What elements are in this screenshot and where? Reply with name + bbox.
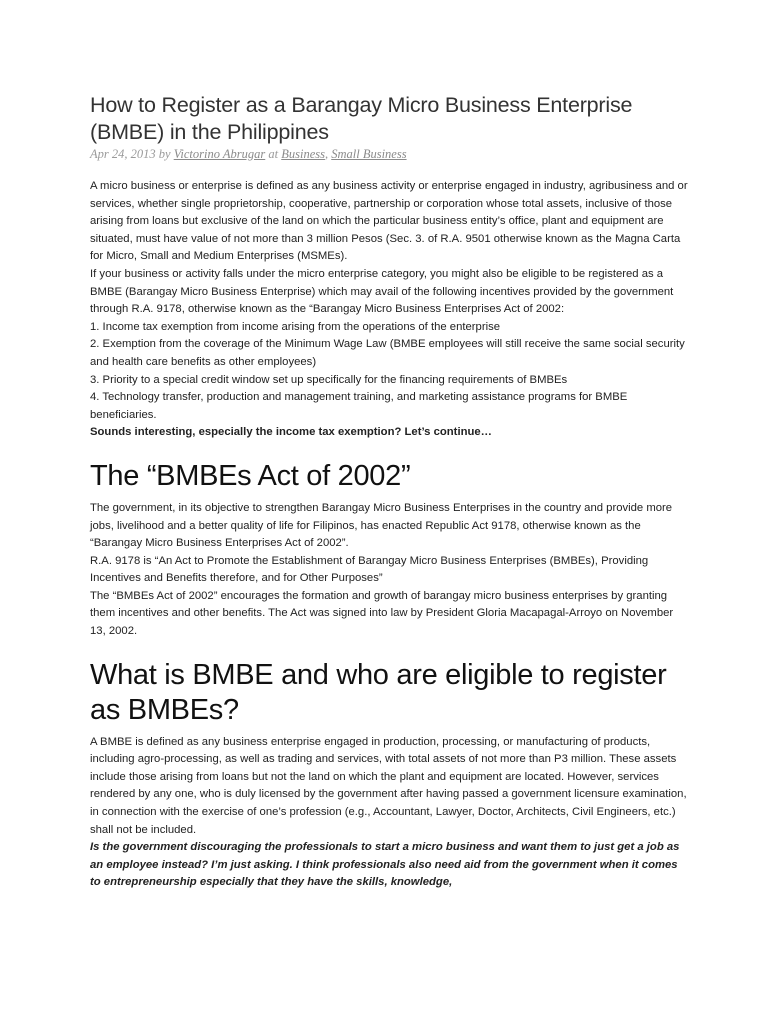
incentive-item: 3. Priority to a special credit window set up specifically for the financing requirements of BMBEs bbox=[90, 373, 568, 386]
section-heading-bmbes-act: The “BMBEs Act of 2002” bbox=[90, 459, 411, 492]
category-link-small-business[interactable]: Small Business bbox=[331, 147, 407, 161]
incentive-item: 2. Exemption from the coverage of the Minimum Wage Law (BMBE employees will still receive the same social security and health care benefits as other employees) bbox=[90, 338, 685, 368]
section-paragraph: The “BMBEs Act of 2002” encourages the formation and growth of barangay micro business enterprises by granting them incentives and other benefits. The Act was signed into law by President Gloria Macapagal-Arroyo on November 13, 2002. bbox=[90, 589, 674, 638]
category-link-business[interactable]: Business bbox=[281, 147, 325, 161]
intro-paragraph: If your business or activity falls under the micro enterprise category, you might also be eligible to be registered as a BMBE (Barangay Micro Business Enterprise) which may avail of the following incentives provided by the government through R.A. 9178, otherwise known as the “Barangay Micro Business Enterprises Act of 2002: bbox=[90, 267, 674, 316]
at-word: at bbox=[268, 147, 279, 161]
intro-paragraph: A micro business or enterprise is defined as any business activity or enterprise engaged in industry, agribusiness and or services, whether single proprietorship, cooperative, partnership or corporation whose total assets, inclusive of those arising from loans but exclusive of the land on which the particular business entity’s office, plant and equipment are situated, must have value of not more than 3 million Pesos (Sec. 3. of R.A. 9501 otherwise known as the Magna Carta for Micro, Small and Medium Enterprises (MSMEs). bbox=[90, 180, 688, 263]
section-heading-eligibility: What is BMBE and who are eligible to register as BMBEs? bbox=[90, 658, 667, 726]
incentive-item: 4. Technology transfer, production and management training, and marketing assistance programs for BMBE beneficiaries. bbox=[90, 391, 628, 421]
section-paragraph: R.A. 9178 is “An Act to Promote the Establishment of Barangay Micro Business Enterprises (BMBEs), Providing Incentives and Benefits therefore, and for Other Purposes” bbox=[90, 554, 649, 585]
intro-bold-note: Sounds interesting, especially the income tax exemption? Let’s continue… bbox=[90, 426, 492, 439]
author-link[interactable]: Victorino Abrugar bbox=[173, 147, 266, 161]
incentive-item: 1. Income tax exemption from income arising from the operations of the enterprise bbox=[90, 320, 501, 333]
article-title: How to Register as a Barangay Micro Business Enterprise (BMBE) in the Philippines bbox=[90, 93, 633, 144]
category-separator: , bbox=[324, 147, 329, 161]
section-paragraph: A BMBE is defined as any business enterprise engaged in production, processing, or manufacturing of products, including agro-processing, as well as trading and services, with total assets of not more than P3 million. These assets include those arising from loans but not the land on which the plant and equipment are located. However, services rendered by any one, who is duly licensed by the government after having passed a government licensure examination, in connection with the exercise of one’s profession (e.g., Accountant, Lawyer, Doctor, Architects, Civil Engineers, etc.) shall not be included. bbox=[90, 735, 687, 836]
section-paragraph: The government, in its objective to strengthen Barangay Micro Business Enterprises in the country and provide more jobs, livelihood and a better quality of life for Filipinos, has enacted Republic Act 9178, otherwise known as the “Barangay Micro Business Enterprises Act of 2002”. bbox=[90, 501, 673, 550]
by-word: by bbox=[158, 147, 171, 161]
article-meta bbox=[90, 146, 690, 162]
post-date: Apr 24, 2013 bbox=[90, 147, 156, 161]
article bbox=[90, 92, 690, 892]
author-commentary: Is the government discouraging the professionals to start a micro business and want them to just get a job as an employee instead? I’m just asking. I think professionals also need aid from the government when it comes to entrepreneurship especially that they have the skills, knowledge, bbox=[90, 841, 680, 889]
